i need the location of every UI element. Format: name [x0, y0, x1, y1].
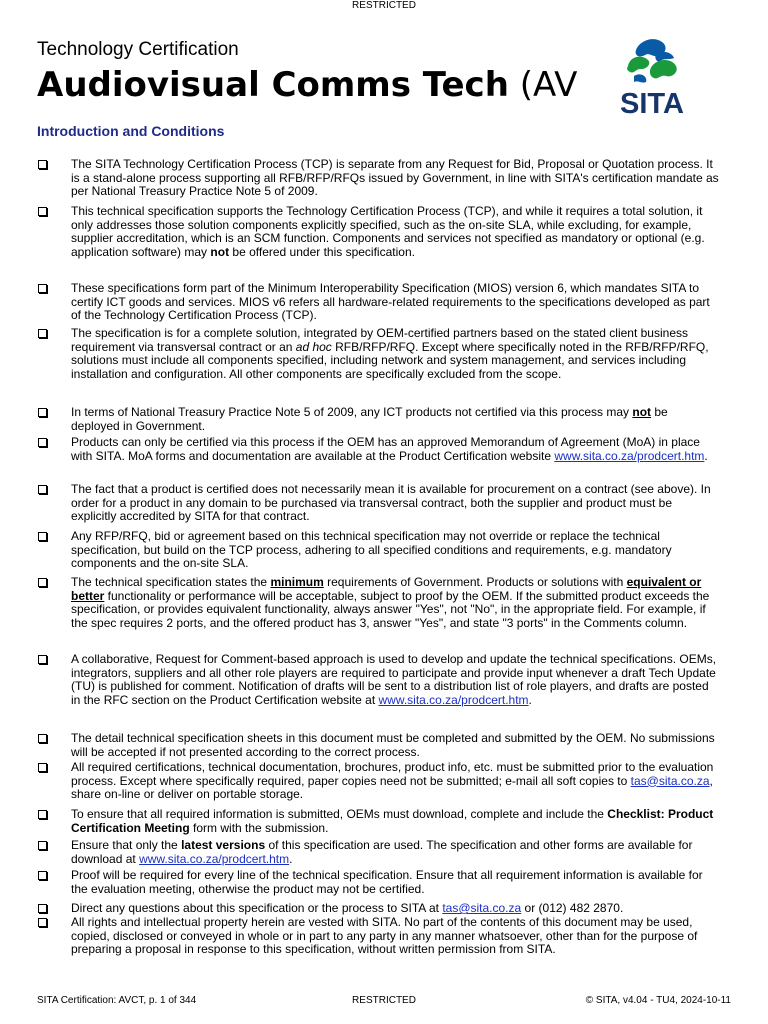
condition-text	[71, 576, 719, 630]
text-run: or (012) 482 2870.	[521, 901, 624, 915]
checkbox-bullet-icon	[38, 810, 47, 819]
condition-text	[71, 808, 719, 835]
text-run: The specification is for a complete solution, integrated by OEM-certified partners based on the stated client business requirement via transversal contract or an	[71, 326, 688, 354]
text-run: form with the submission.	[189, 820, 329, 835]
checkbox-bullet-icon	[38, 734, 47, 743]
checkbox-bullet-icon	[38, 904, 47, 913]
text-run: Ensure that only the	[71, 838, 182, 852]
checkbox-bullet-icon	[38, 438, 47, 447]
bold-underlined-text: minimum	[270, 575, 324, 589]
text-run: These specifications form part of the Minimum Interoperability Specification (MIOS) version 6, which mandates SITA to certify ICT goods and services. MIOS v6 refers all hardware-related requirements to the specifications developed as part of the Technology Certification Process (TCP).	[71, 281, 710, 323]
inline-link[interactable]: www.sita.co.za/prodcert.htm	[554, 448, 705, 463]
bold-text: Checklist: Product Certification Meeting	[71, 807, 714, 835]
condition-text	[71, 732, 719, 759]
condition-text	[71, 436, 719, 463]
bold-underlined-text: equivalent or better	[71, 575, 702, 603]
condition-text	[71, 902, 719, 916]
inline-link[interactable]: tas@sita.co.za	[630, 773, 710, 788]
logo-wordmark: SITA	[620, 88, 684, 118]
document-category: Technology Certification	[37, 39, 239, 60]
text-run: be offered under this specification.	[229, 244, 415, 259]
condition-text	[71, 530, 719, 571]
checkbox-bullet-icon	[38, 485, 47, 494]
text-run: .	[289, 851, 293, 866]
text-run: Products can only be certified via this process if the OEM has an approved Memorandum of Agreement (MoA) in place with SITA. MoA forms and documentation are available at the Product Certification website	[71, 435, 700, 463]
document-title-abbrev: (AV	[508, 65, 578, 105]
checkbox-bullet-icon	[38, 655, 47, 664]
footer-classification: RESTRICTED	[352, 995, 416, 1006]
footer-page-info: SITA Certification: AVCT, p. 1 of 344	[37, 995, 197, 1006]
sita-logo	[612, 36, 692, 118]
checkbox-bullet-icon	[38, 207, 47, 216]
checkbox-bullet-icon	[38, 578, 47, 587]
text-run: RFB/RFP/RFQ. Except where specifically noted in the RFB/RFP/RFQ, solutions must include all components specified, including network and system management, and services including installation and configuration. All other components are specifically excluded from the scope.	[71, 339, 709, 381]
logo-swirl-right	[650, 60, 677, 78]
inline-link[interactable]: www.sita.co.za/prodcert.htm	[139, 851, 290, 866]
inline-link[interactable]: www.sita.co.za/prodcert.htm	[378, 692, 529, 707]
bold-underlined-text: not	[632, 405, 652, 419]
document-title-main: Audiovisual Comms Tech	[37, 65, 509, 105]
condition-text	[71, 761, 719, 802]
checkbox-bullet-icon	[38, 532, 47, 541]
text-run: The detail technical specification sheets in this document must be completed and submitted by the OEM. No submissions will be accepted if not presented according to the correct process.	[71, 731, 715, 759]
bold-text: not	[210, 244, 230, 259]
condition-text	[71, 282, 719, 323]
logo-swirl-low	[634, 74, 646, 82]
text-run: , share on-line or deliver on portable storage.	[71, 773, 713, 802]
text-run: Any RFP/RFQ, bid or agreement based on this technical specification may not override or replace the technical specification, but build on the TCP process, adhering to all specified conditions and requirements, e.g. mandatory components and the on-site SLA.	[71, 529, 672, 571]
text-run: All rights and intellectual property herein are vested with SITA. No part of the contents of this document may be used, copied, disclosed or conveyed in whole or in part to any party in any manner whatsoever, other than for the purpose of preparing a proposal in response to this specification, without written permission from SITA.	[71, 915, 698, 957]
checkbox-bullet-icon	[38, 763, 47, 772]
condition-text	[71, 653, 719, 707]
checkbox-bullet-icon	[38, 160, 47, 169]
checkbox-bullet-icon	[38, 329, 47, 338]
text-run: requirements of Government. Products or solutions with	[323, 575, 627, 589]
checkbox-bullet-icon	[38, 841, 47, 850]
classification-header: RESTRICTED	[352, 0, 416, 11]
condition-text	[71, 327, 719, 381]
checkbox-bullet-icon	[38, 918, 47, 927]
text-run: Direct any questions about this specification or the process to SITA at	[71, 901, 443, 915]
text-run: Proof will be required for every line of the technical specification. Ensure that all requirement information is available for the evaluation meeting, otherwise the product may not be certified.	[71, 868, 703, 896]
condition-text	[71, 839, 719, 866]
condition-text	[71, 205, 719, 259]
text-run: The SITA Technology Certification Process (TCP) is separate from any Request for Bid, Proposal or Quotation process. It is a stand-alone process supporting all RFB/RFP/RFQs issued by Government, in line with SITA's certification mandate as per National Treasury Practice Note 5 of 2009.	[71, 157, 719, 199]
bold-text: latest versions	[181, 838, 266, 852]
text-run: The fact that a product is certified does not necessarily mean it is available for procurement on a contract (see above). In order for a product in any domain to be purchased via transversal contract, both the supplier and product must be explicitly accredited by SITA for that contract.	[71, 482, 711, 524]
checkbox-bullet-icon	[38, 408, 47, 417]
text-run: In terms of National Treasury Practice Note 5 of 2009, any ICT products not certified via this process may	[71, 405, 633, 419]
text-run: .	[704, 448, 708, 463]
text-run: .	[528, 692, 532, 707]
text-run: A collaborative, Request for Comment-based approach is used to develop and update the technical specifications. OEMs, integrators, suppliers and all other role players are required to participate and provide input whenever a draft Tech Update (TU) is published for comment. Notification of drafts will be sent to a distribution list of role players, and drafts are posted in the RFC section on the Product Certification website at	[71, 652, 717, 707]
text-run: This technical specification supports the Technology Certification Process (TCP), and while it requires a total solution, it only addresses those solution components explicitly specified, such as the on-site SLA, while excluding, for example, supplier accreditation, which is an SCM function. Components and services not specified as mandatory or optional (e.g. application software) may	[71, 204, 705, 259]
text-run: To ensure that all required information is submitted, OEMs must download, complete and include the	[71, 807, 608, 821]
italic-text: ad hoc	[295, 339, 332, 354]
footer-version: © SITA, v4.04 - TU4, 2024-10-11	[585, 995, 731, 1006]
checkbox-bullet-icon	[38, 871, 47, 880]
condition-text	[71, 483, 719, 524]
condition-text	[71, 406, 719, 433]
inline-link[interactable]: tas@sita.co.za	[442, 901, 522, 915]
logo-swirl-left	[627, 57, 649, 73]
section-heading: Introduction and Conditions	[37, 123, 225, 139]
condition-text	[71, 869, 719, 896]
text-run: be deployed in Government.	[71, 405, 668, 433]
text-run: The technical specification states the	[71, 575, 271, 589]
checkbox-bullet-icon	[38, 284, 47, 293]
condition-text	[71, 158, 719, 199]
text-run: functionality or performance will be acceptable, subject to proof by the OEM. If the submitted product exceeds the specification, or provides equivalent functionality, always answer "Yes", not "No", in the appropriate field. For example, if the spec requires 2 ports, and the offered product has 3, answer "Yes", and state "3 ports" in the Comments column.	[71, 588, 710, 630]
condition-text	[71, 916, 719, 957]
text-run: All required certifications, technical documentation, brochures, product info, etc. must be submitted prior to the evaluation process. Except where specifically required, paper copies need not be submitted; e-mail all soft copies to	[71, 760, 714, 788]
page-footer	[0, 995, 768, 1007]
text-run: of this specification are used. The specification and other forms are available for download at	[71, 838, 693, 866]
sita-logo-icon	[612, 36, 692, 118]
document-title	[37, 64, 577, 106]
